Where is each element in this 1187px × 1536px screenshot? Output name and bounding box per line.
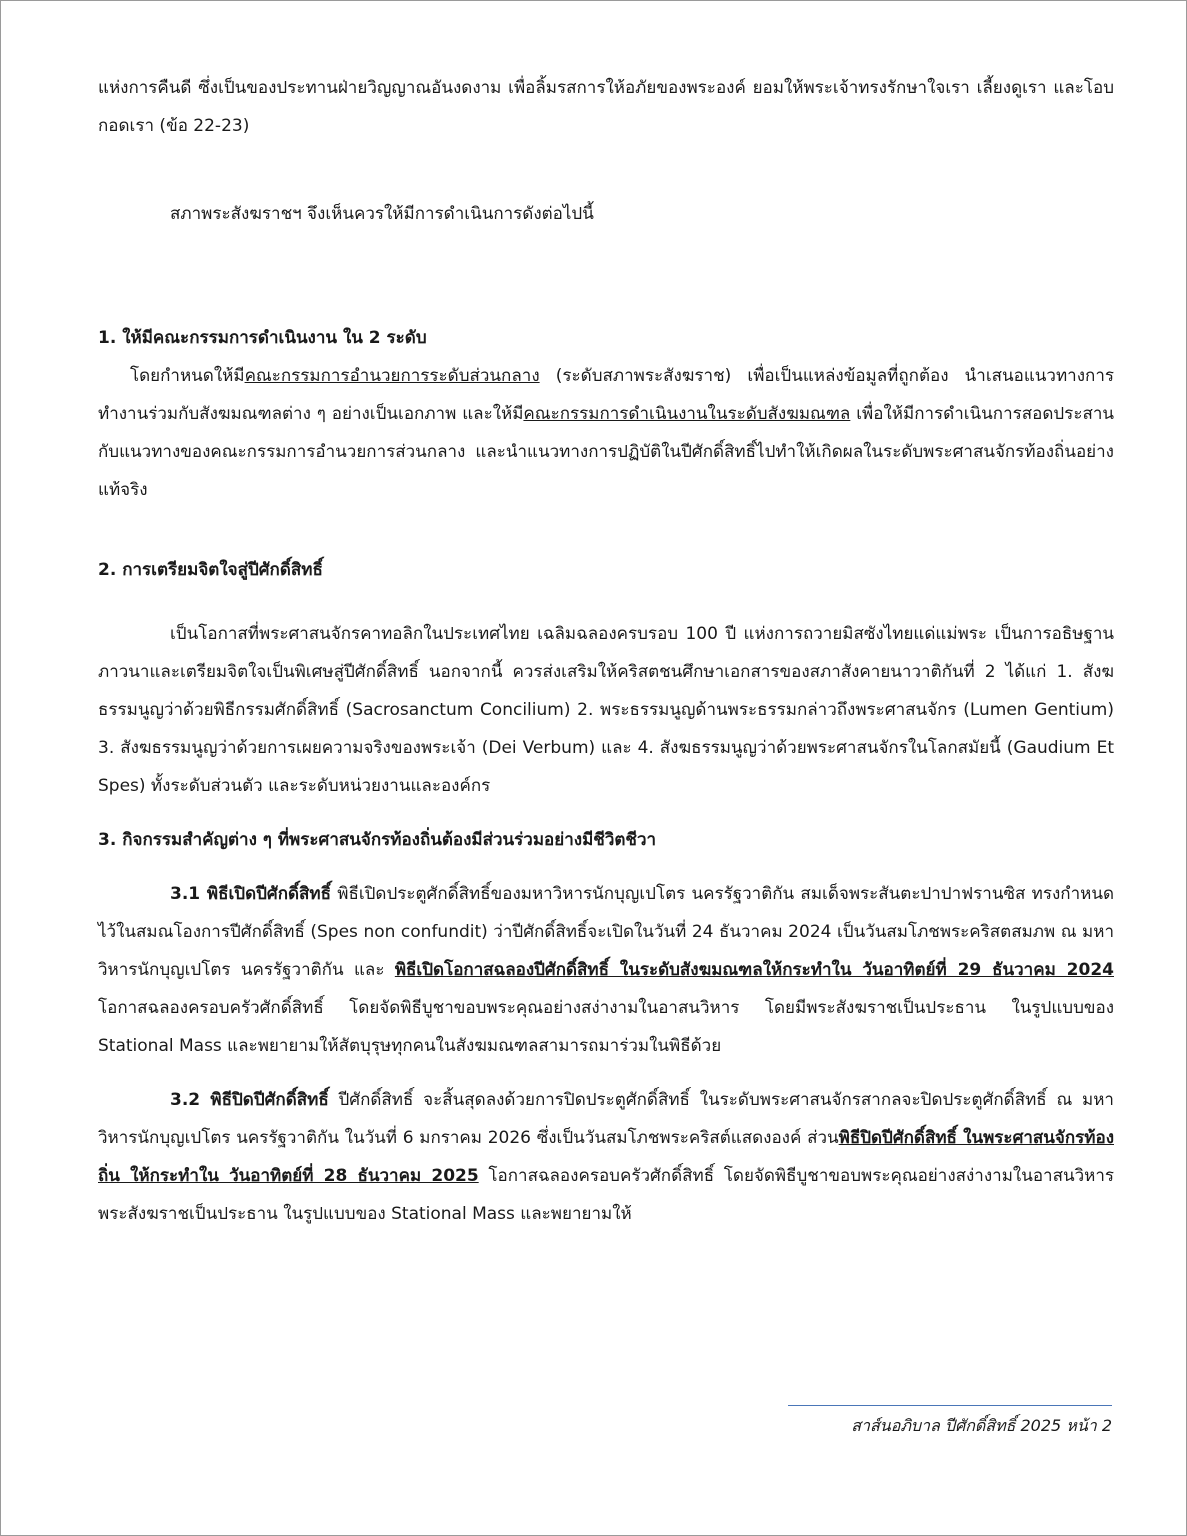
page-footer: สาส์นอภิบาล ปีศักดิ์สิทธิ์ 2025 หน้า 2 xyxy=(851,1416,1112,1435)
section-1-body xyxy=(98,357,1114,509)
page-content xyxy=(98,69,1114,1233)
section-2-body: เป็นโอกาสที่พระศาสนจักรคาทอลิกในประเทศไทย เฉลิมฉลองครบรอบ 100 ปี แห่งการถวายมิสซังไทยแด่แม่พระ เป็นการอธิษฐานภาวนาและเตรียมจิตใจเป็นพิเศษสู่ปีศักดิ์สิทธิ์ นอกจากนี้ ควรส่งเสริมให้คริสตชนศึกษาเอกสารของสภาสังคายนาวาติกันที่ 2 ได้แก่ 1. สังฆธรรมนูญว่าด้วยพิธีกรรมศักดิ์สิทธิ์ (Sacrosanctum Concilium) 2. พระธรรมนูญด้านพระธรรมกล่าวถึงพระศาสนจักร (Lumen Gentium) 3. สังฆธรรมนูญว่าด้วยการเผยความจริงของพระเจ้า (Dei Verbum) และ 4. สังฆธรรมนูญว่าด้วยพระศาสนจักรในโลกสมัยนี้ (Gaudium Et Spes) ทั้งระดับส่วนตัว และระดับหน่วยงานและองค์กร xyxy=(98,624,1114,796)
section-1-text: เพื่อให้มีการดำเนินการสอดประสานกับแนวทางของคณะกรรมการอำนวยการส่วนกลาง และนำแนวทางการปฏิบัติในปีศักดิ์สิทธิ์ไปทำให้เกิดผลในระดับพระศาสนจักรท้องถิ่นอย่างแท้จริง xyxy=(98,404,1114,500)
section-1-heading: 1. ให้มีคณะกรรมการดำเนินงาน ใน 2 ระดับ xyxy=(98,328,427,348)
intro-paragraph: แห่งการคืนดี ซึ่งเป็นของประทานฝ่ายวิญญาณอันงดงาม เพื่อลิ้มรสการให้อภัยของพระองค์ ยอมให้พระเจ้าทรงรักษาใจเรา เลี้ยงดูเรา และโอบกอดเรา (ข้อ 22-23) xyxy=(98,78,1114,136)
section-3-1-label: 3.1 พิธีเปิดปีศักดิ์สิทธิ์ xyxy=(170,884,331,904)
section-3-2-body xyxy=(98,1081,1114,1233)
section-1-text: โดยกำหนดให้มี xyxy=(130,366,245,386)
section-3-2-label: 3.2 พิธีปิดปีศักดิ์สิทธิ์ xyxy=(170,1090,329,1110)
opening-ceremony-date: พิธีเปิดโอกาสฉลองปีศักดิ์สิทธิ์ ในระดับสังฆมณฑลให้กระทำใน วันอาทิตย์ที่ 29 ธันวาคม 2024 xyxy=(394,960,1114,980)
section-3-1-text: โอกาสฉลองครอบครัวศักดิ์สิทธิ์ โดยจัดพิธีบูชาขอบพระคุณอย่างสง่างามในอาสนวิหาร โดยมีพระสังฆราชเป็นประธาน ในรูปแบบของ Stational Mass และพยายามให้สัตบุรุษทุกคนในสังฆมณฑลสามารถมาร่วมในพิธีด้วย xyxy=(98,998,1114,1056)
decision-statement: สภาพระสังฆราชฯ จึงเห็นควรให้มีการดำเนินการดังต่อไปนี้ xyxy=(170,204,594,224)
diocesan-committee-term: คณะกรรมการดำเนินงานในระดับสังฆมณฑล xyxy=(523,404,851,424)
section-3-heading: 3. กิจกรรมสำคัญต่าง ๆ ที่พระศาสนจักรท้องถิ่นต้องมีส่วนร่วมอย่างมีชีวิตชีวา xyxy=(98,830,657,850)
section-1-text: (ระดับสภาพระสังฆราช) เพื่อเป็นแหล่งข้อมูลที่ถูกต้อง นำเสนอแนวทางการทำงานร่วมกับสังฆมณฑลต่าง ๆ อย่างเป็นเอกภาพ และให้มี xyxy=(98,366,1114,424)
section-3-1-text: พิธีเปิดประตูศักดิ์สิทธิ์ของมหาวิหารนักบุญเปโตร นครรัฐวาติกัน สมเด็จพระสันตะปาปาฟรานซิส ทรงกำหนดไว้ในสมณโองการปีศักดิ์สิทธิ์ (Spes non confundit) ว่าปีศักดิ์สิทธิ์จะเปิดในวันที่ 24 ธันวาคม 2024 เป็นวันสมโภชพระคริสตสมภพ ณ มหาวิหารนักบุญเปโตร นครรัฐวาติกัน และ xyxy=(98,884,1114,980)
section-3-2-text: ปีศักดิ์สิทธิ์ จะสิ้นสุดลงด้วยการปิดประตูศักดิ์สิทธิ์ ในระดับพระศาสนจักรสากลจะปิดประตูศักดิ์สิทธิ์ ณ มหาวิหารนักบุญเปโตร นครรัฐวาติกัน ในวันที่ 6 มกราคม 2026 ซึ่งเป็นวันสมโภชพระคริสต์แสดงองค์ ส่วน xyxy=(98,1090,1114,1148)
section-3-1-body xyxy=(98,875,1114,1065)
section-2-heading: 2. การเตรียมจิตใจสู่ปีศักดิ์สิทธิ์ xyxy=(98,560,323,580)
central-committee-term: คณะกรรมการอำนวยการระดับส่วนกลาง xyxy=(244,366,540,386)
footer-divider xyxy=(788,1405,1112,1406)
closing-ceremony-date: พิธีปิดปีศักดิ์สิทธิ์ ในพระศาสนจักรท้องถิ่น ให้กระทำใน วันอาทิตย์ที่ 28 ธันวาคม 2025 xyxy=(98,1128,1114,1186)
section-3-2-text: โอกาสฉลองครอบครัวศักดิ์สิทธิ์ โดยจัดพิธีบูชาขอบพระคุณอย่างสง่างามในอาสนวิหาร พระสังฆราชเป็นประธาน ในรูปแบบของ Stational Mass และพยายามให้ xyxy=(98,1166,1114,1224)
